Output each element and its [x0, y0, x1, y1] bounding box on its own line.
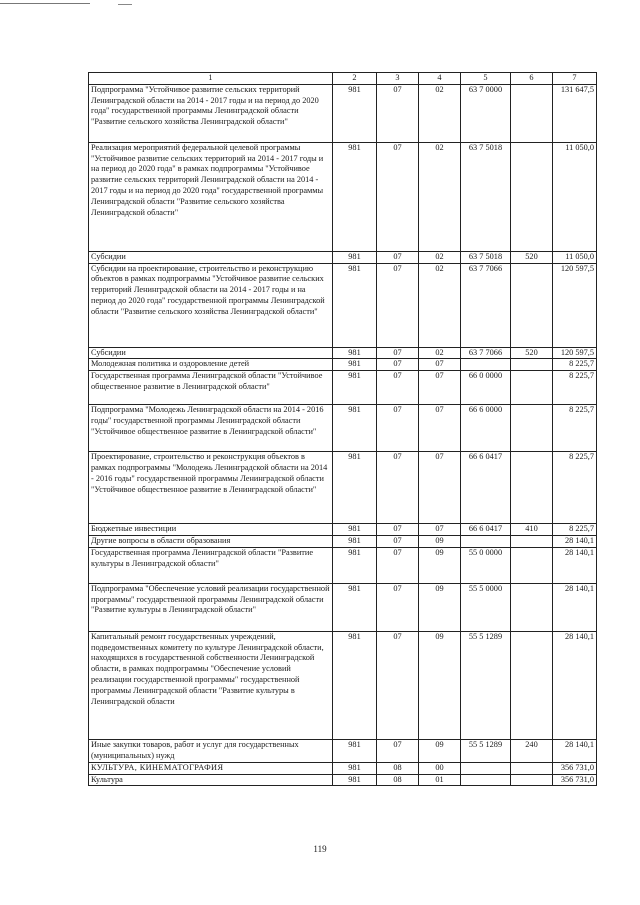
row-amount: 28 140,1	[553, 583, 597, 631]
row-section: 07	[377, 142, 419, 251]
table-row	[89, 547, 597, 583]
row-subsection: 02	[419, 347, 461, 359]
table-row	[89, 524, 597, 536]
row-expense-type: 410	[511, 524, 553, 536]
header-col-6: 6	[511, 73, 553, 85]
row-name: Субсидии	[89, 251, 333, 263]
header-col-3: 3	[377, 73, 419, 85]
table-row	[89, 762, 597, 774]
row-section: 07	[377, 347, 419, 359]
row-admin-code: 981	[333, 251, 377, 263]
row-target-code: 66 6 0417	[461, 524, 511, 536]
row-subsection: 09	[419, 631, 461, 739]
row-amount: 28 140,1	[553, 535, 597, 547]
header-row	[89, 73, 597, 85]
row-amount: 11 050,0	[553, 251, 597, 263]
table-row	[89, 583, 597, 631]
row-subsection: 07	[419, 452, 461, 524]
row-subsection: 09	[419, 583, 461, 631]
row-target-code	[461, 774, 511, 786]
row-expense-type	[511, 359, 553, 371]
row-expense-type	[511, 263, 553, 347]
row-expense-type	[511, 84, 553, 142]
row-subsection: 02	[419, 84, 461, 142]
row-name: Капитальный ремонт государственных учреждений, подведомственных комитету по культуре Ленинградской области, находящихся в государственной собственности Ленинградской области, в рамках подпрограммы "Обеспечение условий реализации государственной программы" государственной программы Ленинградской области "Развитие культуры в Ленинградской области	[89, 631, 333, 739]
row-admin-code: 981	[333, 347, 377, 359]
row-expense-type	[511, 452, 553, 524]
row-amount: 28 140,1	[553, 631, 597, 739]
table-row	[89, 405, 597, 452]
row-admin-code: 981	[333, 631, 377, 739]
row-section: 08	[377, 774, 419, 786]
table-row	[89, 371, 597, 405]
row-section: 07	[377, 359, 419, 371]
row-name: Реализация мероприятий федеральной целевой программы "Устойчивое развитие сельских территорий на 2014 - 2017 годы и на период до 2020 года" в рамках подпрограммы "Устойчивое развитие сельских территорий Ленинградской области на 2014 - 2017 годы и на период до 2020 года" государственной программы Ленинградской области "Развитие сельского хозяйства Ленинградской области"	[89, 142, 333, 251]
row-expense-type: 240	[511, 739, 553, 762]
row-name: Молодежная политика и оздоровление детей	[89, 359, 333, 371]
row-amount: 8 225,7	[553, 452, 597, 524]
row-amount: 8 225,7	[553, 405, 597, 452]
row-expense-type	[511, 762, 553, 774]
budget-table	[88, 72, 597, 786]
row-expense-type: 520	[511, 251, 553, 263]
row-amount: 356 731,0	[553, 762, 597, 774]
row-section: 07	[377, 84, 419, 142]
row-admin-code: 981	[333, 535, 377, 547]
row-target-code: 63 7 0000	[461, 84, 511, 142]
row-name: Культура	[89, 774, 333, 786]
row-admin-code: 981	[333, 405, 377, 452]
row-admin-code: 981	[333, 547, 377, 583]
row-admin-code: 981	[333, 524, 377, 536]
row-section: 07	[377, 524, 419, 536]
table-row	[89, 739, 597, 762]
row-target-code	[461, 762, 511, 774]
row-amount: 28 140,1	[553, 739, 597, 762]
table-row	[89, 84, 597, 142]
row-subsection: 02	[419, 263, 461, 347]
row-expense-type	[511, 371, 553, 405]
scan-artifact-line	[0, 3, 90, 4]
row-expense-type: 520	[511, 347, 553, 359]
row-section: 07	[377, 631, 419, 739]
row-admin-code: 981	[333, 263, 377, 347]
row-target-code: 55 0 0000	[461, 547, 511, 583]
row-subsection: 07	[419, 405, 461, 452]
row-subsection: 09	[419, 739, 461, 762]
row-subsection: 02	[419, 251, 461, 263]
table-row	[89, 359, 597, 371]
row-admin-code: 981	[333, 762, 377, 774]
row-section: 07	[377, 452, 419, 524]
row-section: 08	[377, 762, 419, 774]
row-amount: 28 140,1	[553, 547, 597, 583]
header-col-5: 5	[461, 73, 511, 85]
header-col-4: 4	[419, 73, 461, 85]
row-name: Субсидии на проектирование, строительство и реконструкцию объектов в рамках подпрограммы "Устойчивое развитие сельских территорий Ленинградской области на 2014 - 2017 годы и на период до 2020 года" государственной программы Ленинградской области "Развитие сельского хозяйства Ленинградской области"	[89, 263, 333, 347]
row-subsection: 01	[419, 774, 461, 786]
row-target-code: 63 7 5018	[461, 142, 511, 251]
row-name: Подпрограмма "Устойчивое развитие сельских территорий Ленинградской области на 2014 - 2017 годы и на период до 2020 года" государственной программы Ленинградской области "Развитие сельского хозяйства Ленинградской области"	[89, 84, 333, 142]
row-admin-code: 981	[333, 359, 377, 371]
row-amount: 131 647,5	[553, 84, 597, 142]
row-name: Подпрограмма "Обеспечение условий реализации государственной программы" государственной программы Ленинградской области "Развитие культуры в Ленинградской области"	[89, 583, 333, 631]
row-section: 07	[377, 583, 419, 631]
row-subsection: 09	[419, 535, 461, 547]
row-section: 07	[377, 371, 419, 405]
row-target-code: 55 5 1289	[461, 739, 511, 762]
row-name: Субсидии	[89, 347, 333, 359]
row-name: Государственная программа Ленинградской области "Устойчивое общественное развитие в Ленинградской области"	[89, 371, 333, 405]
row-target-code	[461, 535, 511, 547]
row-amount: 120 597,5	[553, 263, 597, 347]
row-section: 07	[377, 547, 419, 583]
row-name: КУЛЬТУРА, КИНЕМАТОГРАФИЯ	[89, 762, 333, 774]
row-admin-code: 981	[333, 583, 377, 631]
row-target-code: 55 5 1289	[461, 631, 511, 739]
row-target-code: 63 7 7066	[461, 347, 511, 359]
header-col-2: 2	[333, 73, 377, 85]
row-admin-code: 981	[333, 739, 377, 762]
row-subsection: 07	[419, 359, 461, 371]
row-amount: 8 225,7	[553, 371, 597, 405]
row-name: Иные закупки товаров, работ и услуг для государственных (муниципальных) нужд	[89, 739, 333, 762]
row-expense-type	[511, 547, 553, 583]
row-section: 07	[377, 535, 419, 547]
row-name: Проектирование, строительство и реконструкция объектов в рамках подпрограммы "Молодежь Ленинградской области на 2014 - 2016 годы" государственной программы Ленинградской области "Устойчивое общественное развитие в Ленинградской области"	[89, 452, 333, 524]
table-row	[89, 774, 597, 786]
row-amount: 8 225,7	[553, 524, 597, 536]
row-name: Государственная программа Ленинградской области "Развитие культуры в Ленинградской области"	[89, 547, 333, 583]
table-row	[89, 631, 597, 739]
row-target-code: 63 7 5018	[461, 251, 511, 263]
row-expense-type	[511, 774, 553, 786]
row-section: 07	[377, 263, 419, 347]
row-target-code: 66 0 0000	[461, 371, 511, 405]
table-row	[89, 142, 597, 251]
table-row	[89, 452, 597, 524]
header-col-7: 7	[553, 73, 597, 85]
row-subsection: 00	[419, 762, 461, 774]
row-amount: 120 597,5	[553, 347, 597, 359]
row-admin-code: 981	[333, 774, 377, 786]
row-subsection: 07	[419, 524, 461, 536]
row-section: 07	[377, 251, 419, 263]
row-admin-code: 981	[333, 84, 377, 142]
row-section: 07	[377, 739, 419, 762]
header-col-1: 1	[89, 73, 333, 85]
row-admin-code: 981	[333, 452, 377, 524]
row-amount: 8 225,7	[553, 359, 597, 371]
row-target-code: 66 6 0000	[461, 405, 511, 452]
row-target-code	[461, 359, 511, 371]
row-subsection: 07	[419, 371, 461, 405]
row-admin-code: 981	[333, 371, 377, 405]
row-name: Другие вопросы в области образования	[89, 535, 333, 547]
row-target-code: 66 6 0417	[461, 452, 511, 524]
row-subsection: 02	[419, 142, 461, 251]
table-row	[89, 535, 597, 547]
row-expense-type	[511, 535, 553, 547]
row-name: Бюджетные инвестиции	[89, 524, 333, 536]
row-name: Подпрограмма "Молодежь Ленинградской области на 2014 - 2016 годы" государственной программы Ленинградской области "Устойчивое общественное развитие в Ленинградской области"	[89, 405, 333, 452]
row-target-code: 63 7 7066	[461, 263, 511, 347]
row-expense-type	[511, 583, 553, 631]
row-section: 07	[377, 405, 419, 452]
table-row	[89, 251, 597, 263]
row-subsection: 09	[419, 547, 461, 583]
row-expense-type	[511, 631, 553, 739]
row-admin-code: 981	[333, 142, 377, 251]
scan-artifact-dash	[118, 4, 132, 5]
row-expense-type	[511, 142, 553, 251]
row-amount: 11 050,0	[553, 142, 597, 251]
table-row	[89, 347, 597, 359]
row-expense-type	[511, 405, 553, 452]
page-number: 119	[313, 844, 327, 854]
table-row	[89, 263, 597, 347]
row-target-code: 55 5 0000	[461, 583, 511, 631]
row-amount: 356 731,0	[553, 774, 597, 786]
